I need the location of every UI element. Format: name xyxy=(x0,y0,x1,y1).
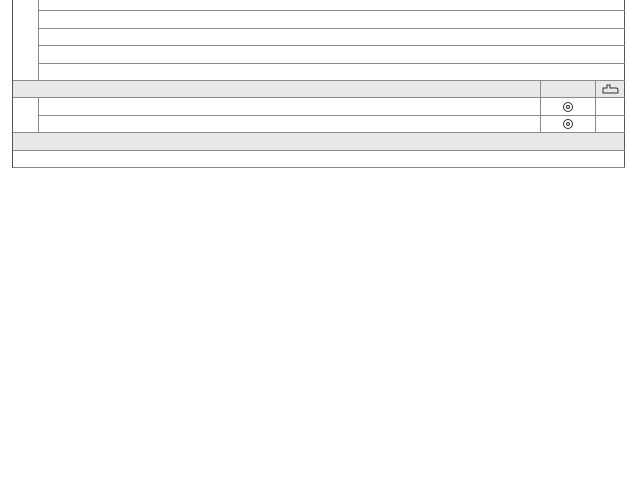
pattern-row xyxy=(39,64,625,80)
row-number xyxy=(13,98,39,133)
upper-info-partial xyxy=(13,151,625,167)
wheel-row xyxy=(39,11,625,27)
upper-info-header xyxy=(13,133,625,150)
upper-info-row xyxy=(13,151,625,168)
lamp-group xyxy=(13,98,625,133)
inspection-spare-row xyxy=(39,46,625,62)
inspection-sheet xyxy=(12,0,625,168)
double-circle-icon xyxy=(563,119,573,129)
upper-info-title xyxy=(13,133,625,149)
tire-condition-row xyxy=(39,29,625,45)
result-column-label xyxy=(541,81,596,97)
lamp-lit-row xyxy=(39,98,541,114)
exterior-check-header xyxy=(13,81,625,98)
tire-size-row xyxy=(39,0,625,10)
hand-pointer-icon xyxy=(596,81,625,97)
row-number xyxy=(13,0,39,81)
lamp-inspection-row xyxy=(39,116,541,132)
exterior-check-title xyxy=(13,81,541,97)
double-circle-icon xyxy=(563,102,573,112)
tire-group xyxy=(13,0,625,81)
